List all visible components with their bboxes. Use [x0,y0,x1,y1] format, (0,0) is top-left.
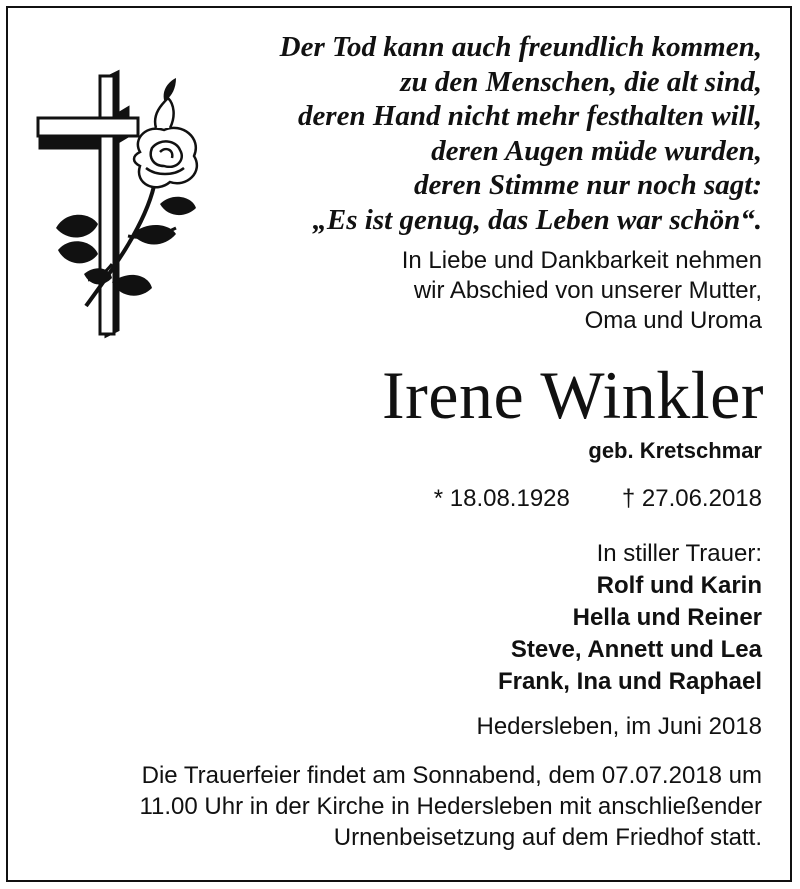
birth-date: * 18.08.1928 [433,485,570,512]
funeral-line: Urnenbeisetzung auf dem Friedhof statt. [333,824,762,851]
life-dates [434,484,762,514]
poem-line: „Es ist genug, das Leben war schön“. [312,203,762,236]
intro-line: In Liebe und Dankbarkeit nehmen [401,247,762,274]
death-date: † 27.06.2018 [621,485,762,512]
poem-line: deren Augen müde wurden, [431,134,762,167]
funeral-line: Die Trauerfeier findet am Sonnabend, dem 07.07.2018 um [141,762,762,789]
poem [280,30,762,237]
mourner-name: Hella und Reiner [572,604,762,631]
funeral-info [139,760,762,853]
poem-line: deren Hand nicht mehr festhalten will, [297,100,762,132]
mourner-name: Steve, Annett und Lea [510,636,762,663]
poem-line: Der Tod kann auch freundlich kommen, [279,31,762,63]
deceased-name: Irene Winkler [382,357,764,433]
poem-line: zu den Menschen, die alt sind, [400,65,762,98]
mourners-heading: In stiller Trauer: [596,540,762,567]
place-date: Hedersleben, im Juni 2018 [476,713,762,740]
funeral-line: 11.00 Uhr in der Kirche in Hedersleben mit anschließender [139,793,762,820]
mourner-name: Frank, Ina und Raphael [497,668,762,695]
poem-line: deren Stimme nur noch sagt: [413,169,762,201]
intro-line: wir Abschied von unserer Mutter, [413,277,762,304]
birth-name: geb. Kretschmar [588,438,762,463]
mourners [498,538,762,698]
cross-with-rose-icon [36,68,216,340]
mourner-name: Rolf und Karin [596,572,762,599]
intro-line: Oma und Uroma [584,307,762,334]
intro-text [402,246,762,336]
